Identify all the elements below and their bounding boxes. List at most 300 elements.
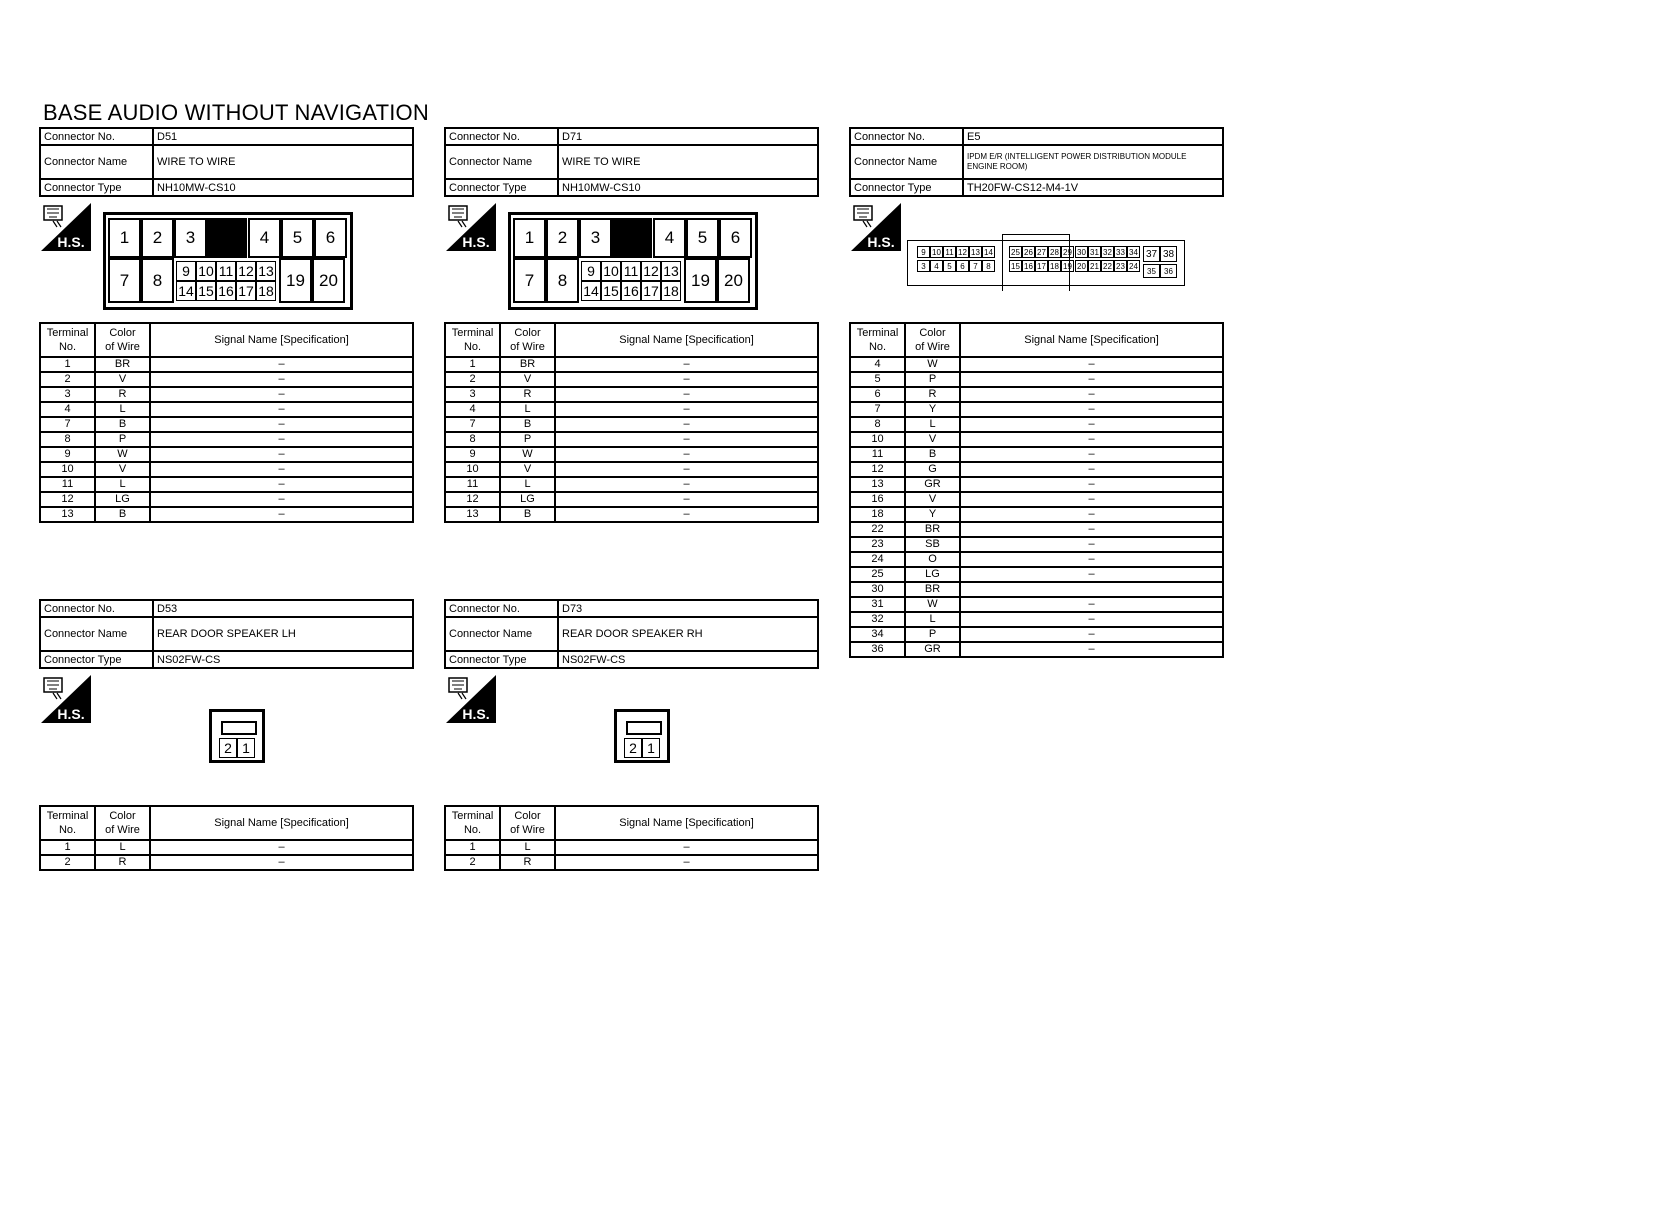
connector-name-value: WIRE TO WIRE [153, 145, 413, 179]
terminal-cell: 5 [850, 372, 905, 387]
signal-table [444, 322, 819, 523]
pin-cell: 2 [141, 218, 174, 258]
terminal-cell: 10 [850, 432, 905, 447]
pin-cell: 33 [1114, 246, 1127, 258]
terminal-cell: 1 [40, 357, 95, 372]
pin-cell: 3 [579, 218, 612, 258]
signal-cell: – [960, 462, 1223, 477]
signal-cell: – [150, 492, 413, 507]
signal-cell: – [150, 840, 413, 855]
connector-name-label: Connector Name [40, 617, 153, 651]
wire-color-cell: L [500, 477, 555, 492]
harness-side-icon [446, 203, 496, 251]
pin-cell: 6 [956, 260, 969, 272]
connector-block-d73 [444, 599, 819, 871]
terminal-cell: 16 [850, 492, 905, 507]
signal-header: Signal Name [Specification] [960, 323, 1223, 357]
connector-name-value: REAR DOOR SPEAKER RH [558, 617, 818, 651]
terminal-cell: 3 [40, 387, 95, 402]
table-row [850, 417, 1223, 432]
connector-face-10pin [508, 212, 758, 310]
pin-cell: 20 [717, 258, 750, 303]
wire-color-cell: V [905, 492, 960, 507]
terminal-cell: 7 [850, 402, 905, 417]
terminal-cell: 2 [445, 372, 500, 387]
wire-color-cell: L [95, 477, 150, 492]
terminal-cell: 30 [850, 582, 905, 597]
connector-face-2pin [614, 709, 670, 763]
signal-cell: – [555, 477, 818, 492]
wire-color-cell: O [905, 552, 960, 567]
signal-cell: – [150, 462, 413, 477]
connector-block-d71 [444, 127, 819, 523]
hs-label: H.S. [462, 706, 490, 722]
connector-name-value: WIRE TO WIRE [558, 145, 818, 179]
pin-cell: 27 [1035, 246, 1048, 258]
table-row [850, 567, 1223, 582]
signal-cell: – [960, 567, 1223, 582]
terminal-cell: 13 [40, 507, 95, 522]
signal-cell: – [960, 552, 1223, 567]
signal-table [39, 322, 414, 523]
signal-cell: – [150, 402, 413, 417]
signal-cell: – [960, 402, 1223, 417]
terminal-cell: 10 [445, 462, 500, 477]
pin-cell: 35 [1143, 264, 1160, 278]
wire-color-cell: W [905, 597, 960, 612]
signal-cell: – [960, 417, 1223, 432]
pin-cell: 5 [686, 218, 719, 258]
table-row [40, 387, 413, 402]
pin-cell: 12 [641, 261, 661, 281]
wire-color-cell: R [95, 855, 150, 870]
table-row [850, 462, 1223, 477]
signal-cell: – [555, 840, 818, 855]
terminal-cell: 34 [850, 627, 905, 642]
wire-color-cell: V [95, 372, 150, 387]
terminal-cell: 8 [40, 432, 95, 447]
terminal-cell: 24 [850, 552, 905, 567]
table-row [850, 492, 1223, 507]
wire-color-cell: BR [95, 357, 150, 372]
connector-face-10pin [103, 212, 353, 310]
connector-name-label: Connector Name [850, 145, 963, 179]
pin-cell: 1 [108, 218, 141, 258]
terminal-cell: 4 [445, 402, 500, 417]
pin-cell [612, 218, 652, 258]
signal-table [444, 805, 819, 871]
terminal-cell: 11 [40, 477, 95, 492]
terminal-cell: 1 [445, 357, 500, 372]
connector-no-value: E5 [963, 128, 1223, 145]
table-row [40, 840, 413, 855]
terminal-header: Terminal No. [850, 323, 905, 357]
connector-type-value: TH20FW-CS12-M4-1V [963, 179, 1223, 196]
table-row [850, 507, 1223, 522]
signal-cell: – [150, 447, 413, 462]
wire-color-cell: BR [905, 522, 960, 537]
table-row [445, 855, 818, 870]
pin-cell: 8 [982, 260, 995, 272]
wire-color-cell: W [95, 447, 150, 462]
pin-cell: 11 [216, 261, 236, 281]
terminal-cell: 2 [445, 855, 500, 870]
signal-cell: – [960, 642, 1223, 657]
terminal-cell: 12 [40, 492, 95, 507]
table-row [850, 612, 1223, 627]
signal-cell: – [150, 507, 413, 522]
pin-cell: 2 [624, 738, 642, 758]
table-row [850, 537, 1223, 552]
color-header: Color of Wire [95, 323, 150, 357]
wire-color-cell: L [95, 402, 150, 417]
connector-info-table [849, 127, 1224, 197]
pin-cell: 4 [248, 218, 281, 258]
terminal-cell: 1 [40, 840, 95, 855]
wire-color-cell: GR [905, 477, 960, 492]
terminal-cell: 3 [445, 387, 500, 402]
connector-name-value: REAR DOOR SPEAKER LH [153, 617, 413, 651]
wire-color-cell: Y [905, 507, 960, 522]
connector-type-value: NH10MW-CS10 [153, 179, 413, 196]
terminal-cell: 32 [850, 612, 905, 627]
pin-cell: 7 [513, 258, 546, 303]
pin-cell: 11 [943, 246, 956, 258]
terminal-cell: 12 [850, 462, 905, 477]
pin-cell: 23 [1114, 260, 1127, 272]
connector-diagram [444, 197, 819, 322]
signal-cell: – [960, 477, 1223, 492]
wire-color-cell: V [905, 432, 960, 447]
table-row [850, 597, 1223, 612]
pin-cell: 30 [1075, 246, 1088, 258]
table-row [40, 417, 413, 432]
color-header: Color of Wire [500, 806, 555, 840]
table-row [850, 477, 1223, 492]
pin-cell: 17 [641, 281, 661, 301]
signal-cell: – [960, 612, 1223, 627]
pin-cell [207, 218, 247, 258]
pin-cell: 37 [1143, 246, 1160, 262]
pin-cell: 8 [546, 258, 579, 303]
pin-cell: 20 [1075, 260, 1088, 272]
connector-info-table [444, 599, 819, 669]
terminal-cell: 13 [445, 507, 500, 522]
pin-cell: 3 [917, 260, 930, 272]
pin-cell: 2 [546, 218, 579, 258]
signal-cell: – [960, 522, 1223, 537]
connector-block-e5 [849, 127, 1224, 658]
pin-cell: 3 [174, 218, 207, 258]
color-header: Color of Wire [95, 806, 150, 840]
pin-cell: 16 [621, 281, 641, 301]
signal-cell: – [555, 402, 818, 417]
connector-type-value: NS02FW-CS [153, 651, 413, 668]
pin-cell: 6 [314, 218, 347, 258]
table-row [850, 522, 1223, 537]
table-row [40, 372, 413, 387]
connector-type-label: Connector Type [445, 179, 558, 196]
pin-cell: 18 [1048, 260, 1061, 272]
signal-cell: – [150, 855, 413, 870]
pin-cell: 10 [196, 261, 216, 281]
signal-cell: – [555, 462, 818, 477]
signal-cell: – [150, 372, 413, 387]
signal-cell: – [150, 357, 413, 372]
pin-cell: 18 [256, 281, 276, 301]
hs-label: H.S. [57, 234, 85, 250]
signal-cell: – [150, 417, 413, 432]
signal-cell: – [150, 387, 413, 402]
signal-header: Signal Name [Specification] [555, 806, 818, 840]
pin-cell: 1 [513, 218, 546, 258]
table-row [850, 432, 1223, 447]
wire-color-cell: R [95, 387, 150, 402]
pin-cell: 20 [312, 258, 345, 303]
terminal-cell: 6 [850, 387, 905, 402]
wire-color-cell: V [500, 372, 555, 387]
harness-side-icon [851, 203, 901, 251]
pin-cell: 18 [661, 281, 681, 301]
table-row [40, 507, 413, 522]
terminal-cell: 25 [850, 567, 905, 582]
pin-cell: 19 [1061, 260, 1074, 272]
connector-face-2pin [209, 709, 265, 763]
pin-cell: 8 [141, 258, 174, 303]
wire-color-cell: L [500, 840, 555, 855]
connector-no-value: D71 [558, 128, 818, 145]
connector-no-label: Connector No. [445, 128, 558, 145]
terminal-header: Terminal No. [40, 806, 95, 840]
terminal-cell: 36 [850, 642, 905, 657]
wire-color-cell: P [905, 372, 960, 387]
wire-color-cell: W [500, 447, 555, 462]
pin-cell: 15 [196, 281, 216, 301]
connector-no-value: D53 [153, 600, 413, 617]
table-row [445, 387, 818, 402]
terminal-cell: 7 [445, 417, 500, 432]
table-row [40, 432, 413, 447]
wire-color-cell: SB [905, 537, 960, 552]
terminal-header: Terminal No. [40, 323, 95, 357]
color-header: Color of Wire [905, 323, 960, 357]
wire-color-cell: B [95, 417, 150, 432]
connector-no-label: Connector No. [40, 600, 153, 617]
wire-color-cell: LG [905, 567, 960, 582]
wire-color-cell: B [95, 507, 150, 522]
wire-color-cell: BR [905, 582, 960, 597]
wire-color-cell: L [905, 612, 960, 627]
signal-cell: – [960, 507, 1223, 522]
pin-cell: 7 [969, 260, 982, 272]
connector-diagram [39, 669, 414, 805]
table-row [40, 402, 413, 417]
pin-cell: 17 [236, 281, 256, 301]
pin-cell: 9 [176, 261, 196, 281]
pin-cell: 9 [917, 246, 930, 258]
pin-cell: 31 [1088, 246, 1101, 258]
pin-cell: 19 [279, 258, 312, 303]
connector-diagram [849, 197, 1224, 322]
terminal-cell: 9 [40, 447, 95, 462]
connector-type-label: Connector Type [850, 179, 963, 196]
color-header: Color of Wire [500, 323, 555, 357]
terminal-cell: 8 [850, 417, 905, 432]
connector-latch [221, 721, 257, 735]
terminal-cell: 1 [445, 840, 500, 855]
signal-cell: – [150, 432, 413, 447]
pin-cell: 16 [216, 281, 236, 301]
harness-side-icon [446, 675, 496, 723]
pin-cell: 12 [236, 261, 256, 281]
hs-label: H.S. [57, 706, 85, 722]
pin-cell: 36 [1160, 264, 1177, 278]
pin-cell: 26 [1022, 246, 1035, 258]
connector-type-label: Connector Type [40, 179, 153, 196]
connector-type-value: NS02FW-CS [558, 651, 818, 668]
wire-color-cell: W [905, 357, 960, 372]
table-row [40, 492, 413, 507]
connector-name-label: Connector Name [445, 145, 558, 179]
signal-cell: – [150, 477, 413, 492]
wire-color-cell: GR [905, 642, 960, 657]
terminal-header: Terminal No. [445, 323, 500, 357]
wire-color-cell: V [95, 462, 150, 477]
table-row [40, 462, 413, 477]
wire-color-cell: G [905, 462, 960, 477]
hs-label: H.S. [462, 234, 490, 250]
pin-cell: 5 [943, 260, 956, 272]
table-row [445, 462, 818, 477]
pin-cell: 15 [1009, 260, 1022, 272]
connector-no-value: D51 [153, 128, 413, 145]
table-row [850, 552, 1223, 567]
signal-header: Signal Name [Specification] [150, 806, 413, 840]
wire-color-cell: R [500, 387, 555, 402]
connector-type-label: Connector Type [445, 651, 558, 668]
pin-cell: 22 [1101, 260, 1114, 272]
pin-cell: 38 [1160, 246, 1177, 262]
pin-cell: 14 [581, 281, 601, 301]
pin-cell: 6 [719, 218, 752, 258]
signal-cell: – [555, 447, 818, 462]
pin-cell: 28 [1048, 246, 1061, 258]
table-row [40, 447, 413, 462]
terminal-cell: 8 [445, 432, 500, 447]
table-row [850, 627, 1223, 642]
pin-cell: 4 [653, 218, 686, 258]
pin-cell: 10 [930, 246, 943, 258]
signal-cell: – [960, 597, 1223, 612]
table-row [40, 855, 413, 870]
signal-cell: – [555, 507, 818, 522]
wire-color-cell: BR [500, 357, 555, 372]
connector-name-label: Connector Name [445, 617, 558, 651]
signal-table [39, 805, 414, 871]
wire-color-cell: B [500, 507, 555, 522]
table-row [445, 840, 818, 855]
wire-color-cell: L [905, 417, 960, 432]
pin-cell: 10 [601, 261, 621, 281]
page-title: BASE AUDIO WITHOUT NAVIGATION [43, 100, 429, 125]
connector-block-d51 [39, 127, 414, 523]
pin-cell: 13 [256, 261, 276, 281]
pin-cell: 13 [661, 261, 681, 281]
pin-cell: 21 [1088, 260, 1101, 272]
signal-table [849, 322, 1224, 658]
table-row [445, 357, 818, 372]
terminal-cell: 9 [445, 447, 500, 462]
terminal-cell: 4 [40, 402, 95, 417]
harness-side-icon [41, 675, 91, 723]
pin-cell: 32 [1101, 246, 1114, 258]
signal-cell: – [960, 387, 1223, 402]
connector-no-label: Connector No. [445, 600, 558, 617]
signal-cell: – [555, 357, 818, 372]
table-row [445, 372, 818, 387]
signal-header: Signal Name [Specification] [150, 323, 413, 357]
wire-color-cell: Y [905, 402, 960, 417]
pin-cell: 7 [108, 258, 141, 303]
signal-cell: – [555, 855, 818, 870]
wire-color-cell: P [905, 627, 960, 642]
wire-color-cell: B [905, 447, 960, 462]
table-row [445, 477, 818, 492]
hs-label: H.S. [867, 234, 895, 250]
pin-cell: 16 [1022, 260, 1035, 272]
signal-cell: – [555, 432, 818, 447]
pin-cell: 4 [930, 260, 943, 272]
table-row [850, 372, 1223, 387]
signal-cell: – [960, 627, 1223, 642]
table-row [850, 582, 1223, 597]
pin-cell: 11 [621, 261, 641, 281]
table-row [850, 387, 1223, 402]
signal-cell: – [960, 492, 1223, 507]
wire-color-cell: LG [95, 492, 150, 507]
wire-color-cell: LG [500, 492, 555, 507]
pin-cell: 15 [601, 281, 621, 301]
harness-side-icon [41, 203, 91, 251]
terminal-cell: 22 [850, 522, 905, 537]
connector-info-table [39, 599, 414, 669]
signal-cell: – [555, 387, 818, 402]
pin-cell: 19 [684, 258, 717, 303]
wire-color-cell: P [95, 432, 150, 447]
terminal-header: Terminal No. [445, 806, 500, 840]
table-row [850, 402, 1223, 417]
signal-cell: – [960, 432, 1223, 447]
table-row [850, 447, 1223, 462]
pin-cell: 5 [281, 218, 314, 258]
wire-color-cell: V [500, 462, 555, 477]
pin-cell: 14 [982, 246, 995, 258]
connector-no-value: D73 [558, 600, 818, 617]
terminal-cell: 13 [850, 477, 905, 492]
signal-cell: – [555, 492, 818, 507]
table-row [40, 357, 413, 372]
terminal-cell: 2 [40, 855, 95, 870]
wire-color-cell: P [500, 432, 555, 447]
connector-type-label: Connector Type [40, 651, 153, 668]
pin-cell: 24 [1127, 260, 1140, 272]
connector-diagram [444, 669, 819, 805]
connector-face-e5 [907, 232, 1187, 288]
pin-cell: 2 [219, 738, 237, 758]
terminal-cell: 18 [850, 507, 905, 522]
connector-latch [626, 721, 662, 735]
terminal-cell: 11 [850, 447, 905, 462]
